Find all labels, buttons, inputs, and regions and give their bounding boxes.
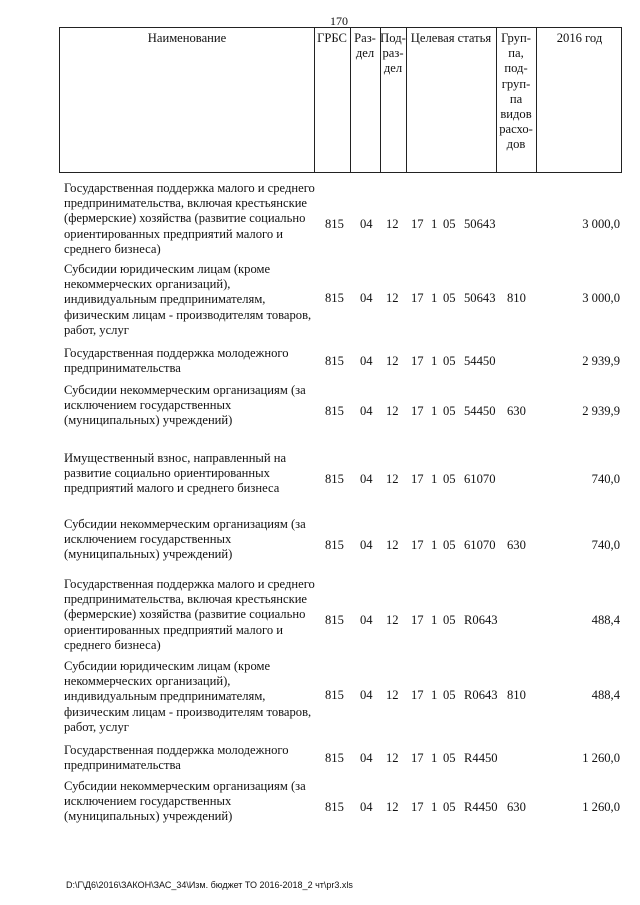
target-code-1: 17 (411, 291, 424, 305)
podrazdel-code: 12 (386, 472, 399, 486)
header-expense-group: Груп- па, под- груп- па видов расхо- дов (499, 31, 533, 152)
target-code-4: R4450 (464, 800, 498, 814)
target-code-2: 1 (431, 404, 438, 418)
row-name: Государственная поддержка малого и среднего предпринимательства, включая крестьянские (фермерские) хозяйства (развитие социально ориентированных предприятий малого и среднего бизнеса) (64, 181, 315, 256)
podrazdel-code: 12 (386, 800, 399, 814)
razdel-code: 04 (360, 538, 373, 552)
target-code-1: 17 (411, 688, 424, 702)
podrazdel-code: 12 (386, 217, 399, 231)
row-name: Субсидии юридическим лицам (кроме некоммерческих организаций), индивидуальным предпринимателям, физическим лицам - производителям товаров, работ, услуг (64, 659, 312, 734)
amount-2016: 3 000,0 (582, 291, 620, 305)
target-code-3: 05 (443, 751, 456, 765)
grbs-code: 815 (325, 291, 344, 305)
header-year: 2016 год (556, 31, 603, 45)
row-name: Субсидии некоммерческим организациям (за исключением государственных (муниципальных) учреждений) (64, 779, 306, 824)
amount-2016: 2 939,9 (582, 404, 620, 418)
target-code-3: 05 (443, 472, 456, 486)
target-code-4: R4450 (464, 751, 498, 765)
target-code-1: 17 (411, 472, 424, 486)
grbs-code: 815 (325, 613, 344, 627)
razdel-code: 04 (360, 751, 373, 765)
header-grbs: ГРБС (317, 31, 347, 45)
razdel-code: 04 (360, 291, 373, 305)
row-name: Государственная поддержка молодежного предпринимательства (64, 346, 289, 376)
target-code-2: 1 (431, 217, 438, 231)
target-code-2: 1 (431, 613, 438, 627)
razdel-code: 04 (360, 472, 373, 486)
amount-2016: 740,0 (591, 538, 620, 552)
target-code-2: 1 (431, 291, 438, 305)
amount-2016: 488,4 (591, 613, 620, 627)
header-target-article: Целевая статья (410, 31, 492, 45)
amount-2016: 2 939,9 (582, 354, 620, 368)
file-path-footer: D:\Г\Д6\2016\ЗАКОН\ЗАС_34\Изм. бюджет ТО 2016-2018_2 чт\pr3.xls (66, 880, 353, 890)
target-code-2: 1 (431, 688, 438, 702)
row-name: Субсидии некоммерческим организациям (за исключением государственных (муниципальных) учреждений) (64, 517, 306, 562)
target-code-1: 17 (411, 613, 424, 627)
grbs-code: 815 (325, 751, 344, 765)
expense-type-code: 630 (507, 404, 526, 418)
target-code-2: 1 (431, 751, 438, 765)
target-code-2: 1 (431, 800, 438, 814)
razdel-code: 04 (360, 404, 373, 418)
target-code-3: 05 (443, 538, 456, 552)
page-number: 170 (330, 14, 348, 28)
header-razdel: Раз- дел (354, 31, 376, 61)
expense-type-code: 810 (507, 688, 526, 702)
target-code-1: 17 (411, 751, 424, 765)
target-code-1: 17 (411, 800, 424, 814)
row-name: Субсидии некоммерческим организациям (за исключением государственных (муниципальных) учреждений) (64, 383, 306, 428)
target-code-4: 61070 (464, 538, 496, 552)
podrazdel-code: 12 (386, 291, 399, 305)
target-code-4: 61070 (464, 472, 496, 486)
target-code-1: 17 (411, 217, 424, 231)
target-code-4: 54450 (464, 354, 496, 368)
podrazdel-code: 12 (386, 613, 399, 627)
target-code-1: 17 (411, 404, 424, 418)
target-code-4: 54450 (464, 404, 496, 418)
target-code-3: 05 (443, 613, 456, 627)
razdel-code: 04 (360, 613, 373, 627)
razdel-code: 04 (360, 800, 373, 814)
target-code-4: R0643 (464, 613, 498, 627)
target-code-2: 1 (431, 538, 438, 552)
amount-2016: 3 000,0 (582, 217, 620, 231)
grbs-code: 815 (325, 404, 344, 418)
target-code-1: 17 (411, 538, 424, 552)
table-header (59, 27, 622, 173)
target-code-3: 05 (443, 404, 456, 418)
razdel-code: 04 (360, 217, 373, 231)
row-name: Государственная поддержка малого и среднего предпринимательства, включая крестьянские (фермерские) хозяйства (развитие социально ориентированных предприятий малого и среднего бизнеса) (64, 577, 315, 652)
expense-type-code: 630 (507, 800, 526, 814)
target-code-3: 05 (443, 688, 456, 702)
amount-2016: 1 260,0 (582, 800, 620, 814)
podrazdel-code: 12 (386, 751, 399, 765)
grbs-code: 815 (325, 472, 344, 486)
target-code-1: 17 (411, 354, 424, 368)
target-code-2: 1 (431, 354, 438, 368)
podrazdel-code: 12 (386, 538, 399, 552)
target-code-3: 05 (443, 291, 456, 305)
header-podrazdel: Под- раз- дел (380, 31, 406, 76)
podrazdel-code: 12 (386, 688, 399, 702)
target-code-4: 50643 (464, 291, 496, 305)
target-code-3: 05 (443, 217, 456, 231)
row-name: Субсидии юридическим лицам (кроме некоммерческих организаций), индивидуальным предпринимателям, физическим лицам - производителям товаров, работ, услуг (64, 262, 312, 337)
grbs-code: 815 (325, 217, 344, 231)
expense-type-code: 630 (507, 538, 526, 552)
target-code-2: 1 (431, 472, 438, 486)
amount-2016: 740,0 (591, 472, 620, 486)
podrazdel-code: 12 (386, 404, 399, 418)
target-code-4: R0643 (464, 688, 498, 702)
target-code-3: 05 (443, 354, 456, 368)
row-name: Имущественный взнос, направленный на развитие социально ориентированных предприятий малого и среднего бизнеса (64, 451, 287, 496)
razdel-code: 04 (360, 688, 373, 702)
grbs-code: 815 (325, 688, 344, 702)
razdel-code: 04 (360, 354, 373, 368)
target-code-4: 50643 (464, 217, 496, 231)
amount-2016: 1 260,0 (582, 751, 620, 765)
target-code-3: 05 (443, 800, 456, 814)
podrazdel-code: 12 (386, 354, 399, 368)
row-name: Государственная поддержка молодежного предпринимательства (64, 743, 289, 773)
expense-type-code: 810 (507, 291, 526, 305)
grbs-code: 815 (325, 354, 344, 368)
grbs-code: 815 (325, 800, 344, 814)
header-name: Наименование (147, 31, 227, 45)
grbs-code: 815 (325, 538, 344, 552)
amount-2016: 488,4 (591, 688, 620, 702)
